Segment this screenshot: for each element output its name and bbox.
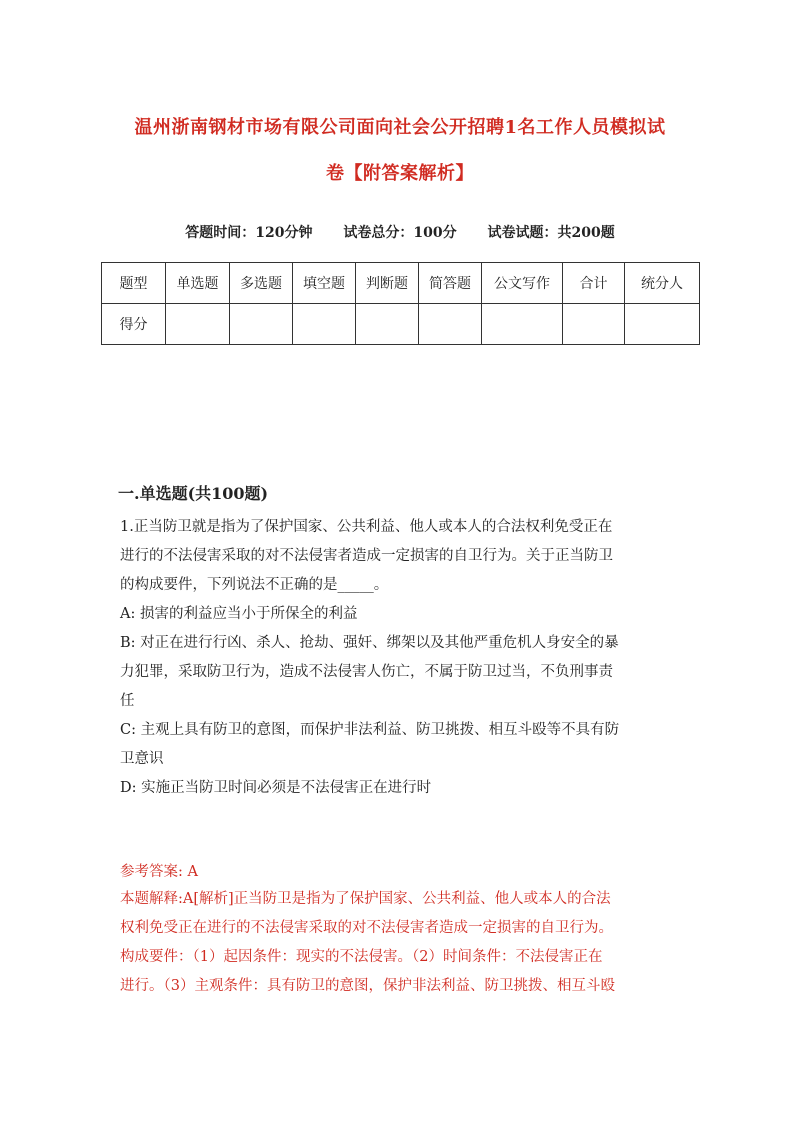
header-cell-fill-blank: 填空题 [293, 263, 356, 304]
header-cell-type: 题型 [102, 263, 166, 304]
option-c-line: C: 主观上具有防卫的意图，而保护非法利益、防卫挑拨、相互斗殴等不具有防 [120, 722, 620, 738]
explanation-line: 进行。（3）主观条件：具有防卫的意图，保护非法利益、防卫挑拨、相互斗殴 [120, 978, 615, 994]
reference-answer: 参考答案: A [120, 864, 198, 880]
exam-meta [100, 222, 700, 242]
score-cell [166, 304, 230, 345]
score-cell [563, 304, 625, 345]
option-a: A: 损害的利益应当小于所保全的利益 [120, 606, 358, 622]
score-cell [625, 304, 700, 345]
exam-time: 答题时间：120分钟 [185, 225, 313, 241]
score-table [101, 262, 700, 345]
explanation [120, 885, 686, 1001]
question-stem-line: 进行的不法侵害采取的对不法侵害者造成一定损害的自卫行为。关于正当防卫 [120, 548, 613, 564]
option-b-line: 力犯罪，采取防卫行为，造成不法侵害人伤亡，不属于防卫过当，不负刑事责 [120, 664, 613, 680]
document-title [110, 105, 690, 197]
header-cell-total: 合计 [563, 263, 625, 304]
header-cell-official-writing: 公文写作 [482, 263, 563, 304]
header-cell-multiple-choice: 多选题 [230, 263, 293, 304]
row-label-score: 得分 [102, 304, 166, 345]
explanation-line: 构成要件：（1）起因条件：现实的不法侵害。（2）时间条件：不法侵害正在 [120, 949, 603, 965]
score-cell [419, 304, 482, 345]
question-stem-line: 1.正当防卫就是指为了保护国家、公共利益、他人或本人的合法权利免受正在 [120, 519, 613, 535]
score-table-header-row [102, 263, 700, 304]
question-1 [120, 513, 686, 803]
exam-total-score: 试卷总分：100分 [343, 225, 457, 241]
answer-block [120, 859, 686, 1001]
header-cell-true-false: 判断题 [356, 263, 419, 304]
title-line-1: 温州浙南钢材市场有限公司面向社会公开招聘1名工作人员模拟试 [134, 117, 666, 138]
score-cell [230, 304, 293, 345]
title-line-2: 卷【附答案解析】 [326, 163, 474, 184]
option-b-line: B: 对正在进行行凶、杀人、抢劫、强奸、绑架以及其他严重危机人身安全的暴 [120, 635, 619, 651]
option-d: D: 实施正当防卫时间必须是不法侵害正在进行时 [120, 780, 432, 796]
question-stem-line: 的构成要件，下列说法不正确的是_____。 [120, 577, 389, 593]
exam-question-count: 试卷试题：共200题 [487, 225, 615, 241]
option-b-line: 任 [120, 693, 135, 709]
header-cell-scorer: 统分人 [625, 263, 700, 304]
header-cell-single-choice: 单选题 [166, 263, 230, 304]
score-table-score-row [102, 304, 700, 345]
section-title: 一.单选题(共100题) [118, 484, 269, 503]
score-cell [293, 304, 356, 345]
option-c-line: 卫意识 [120, 751, 164, 767]
score-cell [482, 304, 563, 345]
explanation-line: 权利免受正在进行的不法侵害采取的对不法侵害者造成一定损害的自卫行为。 [120, 920, 613, 936]
score-cell [356, 304, 419, 345]
header-cell-short-answer: 简答题 [419, 263, 482, 304]
explanation-line: 本题解释:A[解析]正当防卫是指为了保护国家、公共利益、他人或本人的合法 [120, 891, 611, 907]
